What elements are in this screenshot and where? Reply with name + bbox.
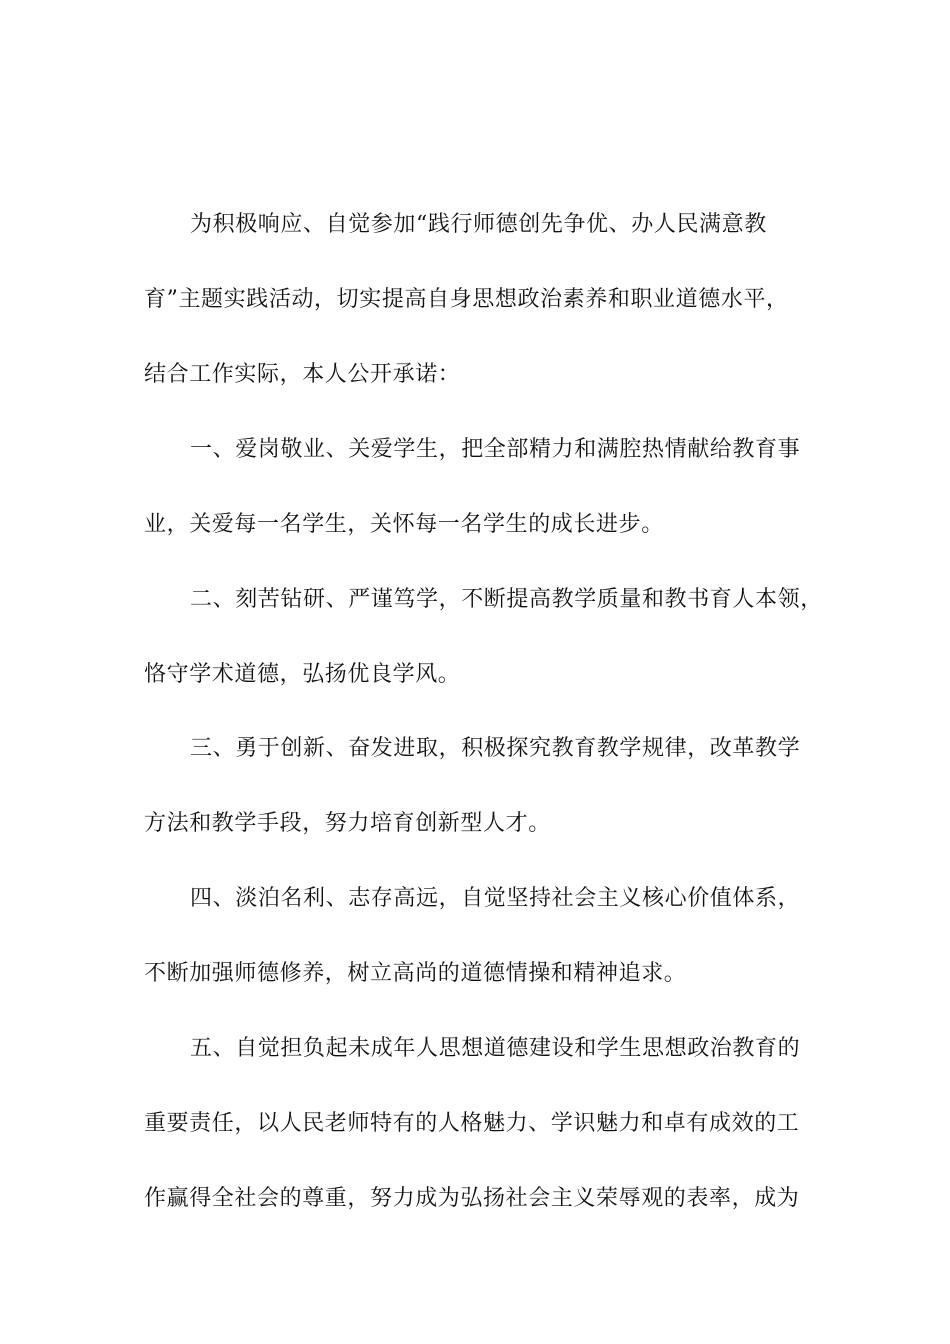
pledge-4-line-2: 不断加强师德修养，树立高尚的道德情操和精神追求。: [144, 961, 687, 986]
pledge-2-line-1: 二、刻苦钻研、严谨笃学，不断提高教学质量和教书育人本领，: [190, 587, 823, 612]
pledge-1-line-1: 一、爱岗敬业、关爱学生，把全部精力和满腔热情献给教育事: [190, 437, 801, 462]
paragraph-intro-line-2: 育”主题实践活动，切实提高自身思想政治素养和职业道德水平，: [144, 287, 789, 312]
pledge-3-line-1: 三、勇于创新、奋发进取，积极探究教育教学规律，改革教学: [190, 736, 801, 761]
pledge-5-line-3: 作赢得全社会的尊重，努力成为弘扬社会主义荣辱观的表率，成为: [144, 1186, 800, 1211]
pledge-4-line-1: 四、淡泊名利、志存高远，自觉坚持社会主义核心价值体系，: [190, 886, 801, 911]
pledge-5-line-2: 重要责任，以人民老师特有的人格魅力、学识魅力和卓有成效的工: [144, 1111, 800, 1136]
pledge-5-line-1: 五、自觉担负起未成年人思想道德建设和学生思想政治教育的: [190, 1036, 801, 1061]
paragraph-intro-line-3: 结合工作实际，本人公开承诺：: [144, 362, 461, 387]
pledge-3-line-2: 方法和教学手段，努力培育创新型人才。: [144, 811, 551, 836]
pledge-2-line-2: 恪守学术道德，弘扬优良学风。: [144, 662, 461, 687]
pledge-1-line-2: 业，关爱每一名学生，关怀每一名学生的成长进步。: [144, 512, 664, 537]
paragraph-intro-line-1: 为积极响应、自觉参加“践行师德创先争优、办人民满意教: [190, 212, 767, 237]
